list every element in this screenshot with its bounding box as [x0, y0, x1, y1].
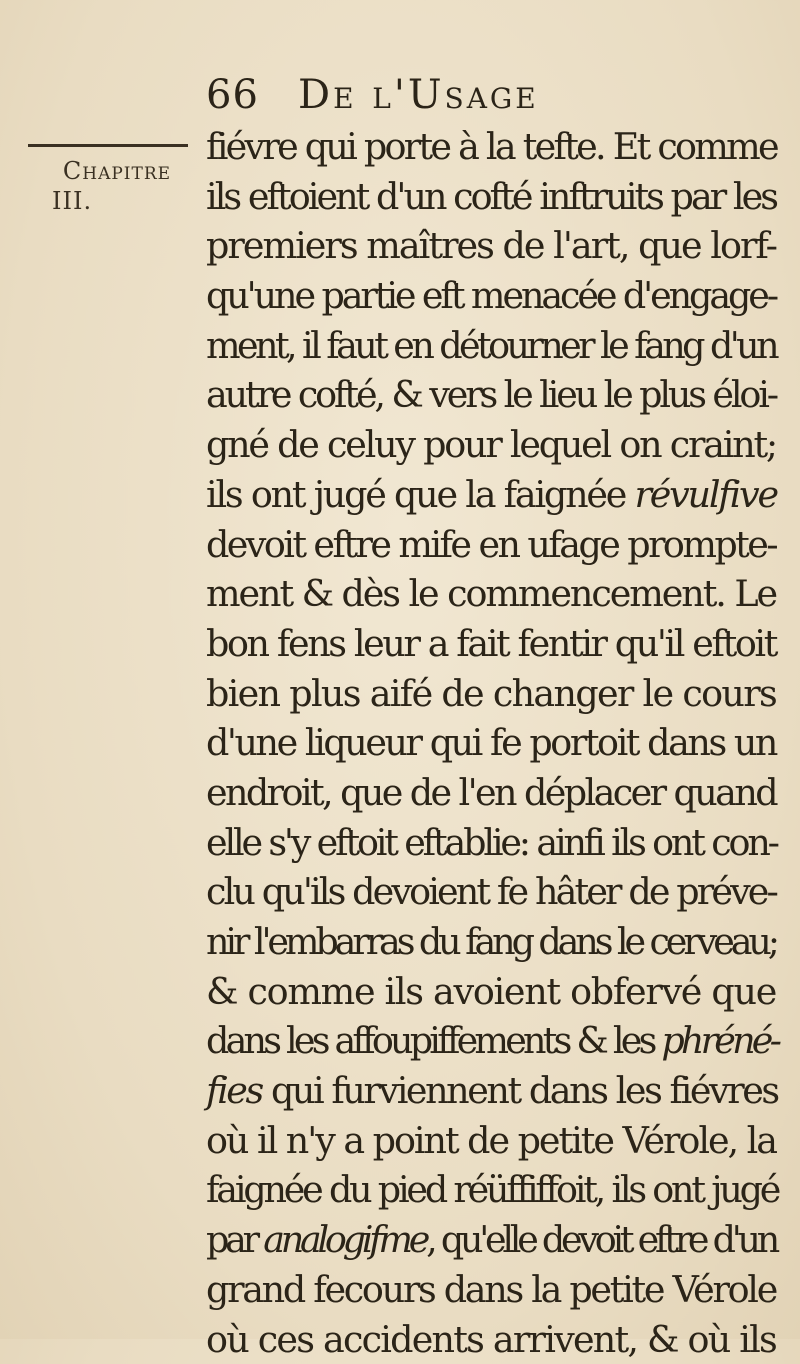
text-line — [206, 1265, 776, 1315]
text-line — [206, 569, 776, 619]
text-segment: nir l'embarras du fang dans le cerveau; — [206, 920, 776, 963]
body-text — [206, 122, 776, 1364]
text-line — [206, 669, 776, 719]
text-segment: fiévre qui porte à la tefte. Et comme — [206, 125, 777, 168]
text-line — [206, 1016, 776, 1066]
text-segment: gné de celuy pour lequel on craint; — [206, 423, 776, 466]
margin-rule — [28, 144, 188, 147]
text-segment: & comme ils avoient obfervé que — [206, 970, 776, 1013]
text-segment: par — [206, 1218, 263, 1261]
text-line — [206, 420, 776, 470]
text-segment: qui furviennent dans les fiévres — [262, 1069, 778, 1112]
text-segment: devoit eftre mife en ufage prompte- — [206, 523, 776, 566]
text-segment: ment & dès le commencement. Le — [206, 572, 776, 615]
text-segment: où il n'y a point de petite Vérole, la — [206, 1119, 776, 1162]
text-line — [206, 1116, 776, 1166]
text-line — [206, 867, 776, 917]
text-line — [206, 321, 776, 371]
chapter-label: Chapitre — [22, 156, 212, 186]
text-line — [206, 619, 776, 669]
text-segment: ils eftoient d'un cofté inftruits par les — [206, 175, 776, 218]
text-line — [206, 1066, 776, 1116]
italic-word: analogifme — [263, 1218, 426, 1261]
text-line — [206, 122, 776, 172]
text-line — [206, 172, 776, 222]
text-line — [206, 1315, 776, 1364]
text-line — [206, 470, 776, 520]
italic-word: révulfive — [635, 473, 777, 516]
text-line — [206, 768, 776, 818]
chapter-number: III. — [22, 186, 212, 216]
text-line — [206, 520, 776, 570]
italic-word: phréné- — [661, 1019, 778, 1062]
text-segment: d'une liqueur qui fe portoit dans un — [206, 721, 776, 764]
text-line — [206, 271, 776, 321]
text-segment: bien plus aifé de changer le cours — [206, 672, 776, 715]
text-segment: bon fens leur a fait fentir qu'il eftoit — [206, 622, 776, 665]
page-number: 66 — [206, 70, 298, 120]
margin-note — [22, 156, 212, 216]
text-line — [206, 718, 776, 768]
text-segment: ils ont jugé que la faignée — [206, 473, 635, 516]
text-segment: clu qu'ils devoient fe hâter de préve- — [206, 870, 776, 913]
text-segment: où ces accidents arrivent, & où ils — [206, 1318, 776, 1361]
text-segment: qu'une partie eft menacée d'engage- — [206, 274, 776, 317]
text-line — [206, 1165, 776, 1215]
text-segment: dans les affoupiffements & les — [206, 1019, 661, 1062]
text-line — [206, 967, 776, 1017]
text-segment: , qu'elle devoit eftre d'un — [426, 1218, 776, 1261]
text-line — [206, 370, 776, 420]
text-segment: endroit, que de l'en déplacer quand — [206, 771, 776, 814]
running-head — [206, 70, 766, 120]
text-line — [206, 818, 776, 868]
text-segment: premiers maîtres de l'art, que lorf- — [206, 224, 776, 267]
italic-word: fies — [206, 1069, 262, 1112]
text-segment: ment, il faut en détourner le fang d'un — [206, 324, 776, 367]
running-title: De l'Usage — [298, 70, 539, 120]
text-segment: grand fecours dans la petite Vérole — [206, 1268, 776, 1311]
text-line — [206, 221, 776, 271]
text-segment: autre cofté, & vers le lieu le plus éloi- — [206, 373, 776, 416]
text-segment: elle s'y eftoit eftablie: ainfi ils ont con- — [206, 821, 777, 864]
text-segment: faignée du pied réüffiffoit, ils ont jugé — [206, 1168, 778, 1211]
text-line — [206, 917, 776, 967]
text-line — [206, 1215, 776, 1265]
